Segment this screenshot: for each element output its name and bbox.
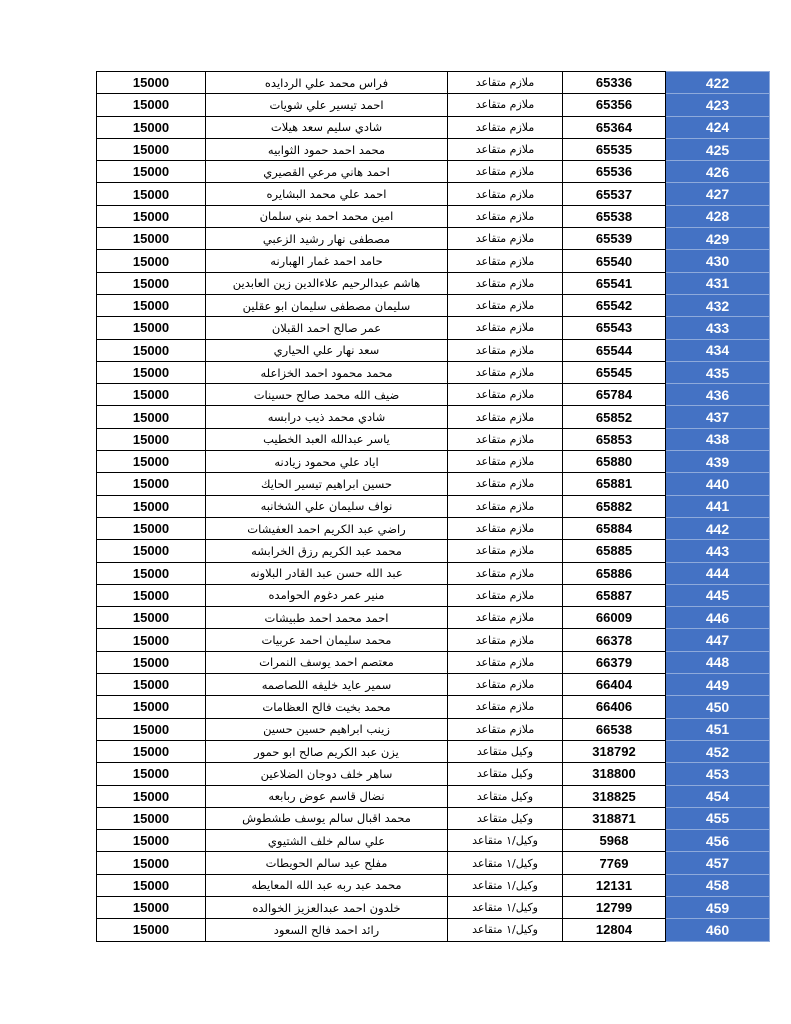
amount-cell: 15000 bbox=[97, 228, 206, 250]
sequence-number-cell: 440 bbox=[666, 473, 770, 495]
rank-cell: وكيل/١ متقاعد bbox=[448, 874, 563, 896]
rank-cell: ملازم متقاعد bbox=[448, 696, 563, 718]
sequence-number-cell: 447 bbox=[666, 629, 770, 651]
amount-cell: 15000 bbox=[97, 896, 206, 918]
rank-cell: ملازم متقاعد bbox=[448, 540, 563, 562]
rank-cell: وكيل/١ متقاعد bbox=[448, 830, 563, 852]
retirees-table bbox=[96, 71, 770, 942]
sequence-number-cell: 426 bbox=[666, 161, 770, 183]
name-cell: احمد علي محمد البشايره bbox=[206, 183, 448, 205]
table-row bbox=[97, 250, 770, 272]
id-number-cell: 65336 bbox=[563, 72, 666, 94]
table-row bbox=[97, 495, 770, 517]
name-cell: مفلح عيد سالم الحويطات bbox=[206, 852, 448, 874]
table-row bbox=[97, 540, 770, 562]
table-row bbox=[97, 228, 770, 250]
sequence-number-cell: 433 bbox=[666, 317, 770, 339]
sequence-number-cell: 434 bbox=[666, 339, 770, 361]
id-number-cell: 66009 bbox=[563, 607, 666, 629]
table-row bbox=[97, 116, 770, 138]
name-cell: زينب ابراهيم حسين حسين bbox=[206, 718, 448, 740]
id-number-cell: 318871 bbox=[563, 807, 666, 829]
amount-cell: 15000 bbox=[97, 428, 206, 450]
sequence-number-cell: 430 bbox=[666, 250, 770, 272]
amount-cell: 15000 bbox=[97, 406, 206, 428]
id-number-cell: 318800 bbox=[563, 763, 666, 785]
sequence-number-cell: 451 bbox=[666, 718, 770, 740]
id-number-cell: 65880 bbox=[563, 451, 666, 473]
id-number-cell: 65544 bbox=[563, 339, 666, 361]
rank-cell: ملازم متقاعد bbox=[448, 629, 563, 651]
id-number-cell: 66404 bbox=[563, 674, 666, 696]
sequence-number-cell: 432 bbox=[666, 294, 770, 316]
amount-cell: 15000 bbox=[97, 696, 206, 718]
id-number-cell: 65853 bbox=[563, 428, 666, 450]
name-cell: محمد محمود احمد الخزاعله bbox=[206, 361, 448, 383]
table-row bbox=[97, 72, 770, 94]
table-row bbox=[97, 361, 770, 383]
id-number-cell: 65887 bbox=[563, 584, 666, 606]
table-row bbox=[97, 428, 770, 450]
sequence-number-cell: 441 bbox=[666, 495, 770, 517]
sequence-number-cell: 459 bbox=[666, 896, 770, 918]
rank-cell: ملازم متقاعد bbox=[448, 517, 563, 539]
table-row bbox=[97, 451, 770, 473]
table-row bbox=[97, 740, 770, 762]
sequence-number-cell: 442 bbox=[666, 517, 770, 539]
id-number-cell: 12799 bbox=[563, 896, 666, 918]
name-cell: خلدون احمد عبدالعزيز الخوالده bbox=[206, 896, 448, 918]
name-cell: سمير عايد خليفه اللصاصمه bbox=[206, 674, 448, 696]
table-row bbox=[97, 272, 770, 294]
sequence-number-cell: 428 bbox=[666, 205, 770, 227]
id-number-cell: 65540 bbox=[563, 250, 666, 272]
name-cell: ضيف الله محمد صالح حسينات bbox=[206, 384, 448, 406]
name-cell: محمد اقبال سالم يوسف طشطوش bbox=[206, 807, 448, 829]
name-cell: محمد عبد ربه عبد الله المعايطه bbox=[206, 874, 448, 896]
rank-cell: وكيل متقاعد bbox=[448, 807, 563, 829]
name-cell: نضال قاسم عوض ربابعه bbox=[206, 785, 448, 807]
rank-cell: ملازم متقاعد bbox=[448, 384, 563, 406]
amount-cell: 15000 bbox=[97, 629, 206, 651]
sequence-number-cell: 443 bbox=[666, 540, 770, 562]
id-number-cell: 65884 bbox=[563, 517, 666, 539]
amount-cell: 15000 bbox=[97, 473, 206, 495]
table-row bbox=[97, 852, 770, 874]
rank-cell: ملازم متقاعد bbox=[448, 584, 563, 606]
rank-cell: وكيل/١ متقاعد bbox=[448, 896, 563, 918]
rank-cell: ملازم متقاعد bbox=[448, 339, 563, 361]
id-number-cell: 65356 bbox=[563, 94, 666, 116]
table-row bbox=[97, 718, 770, 740]
table-row bbox=[97, 517, 770, 539]
sequence-number-cell: 422 bbox=[666, 72, 770, 94]
id-number-cell: 65542 bbox=[563, 294, 666, 316]
rank-cell: ملازم متقاعد bbox=[448, 205, 563, 227]
sequence-number-cell: 452 bbox=[666, 740, 770, 762]
sequence-number-cell: 424 bbox=[666, 116, 770, 138]
sequence-number-cell: 436 bbox=[666, 384, 770, 406]
amount-cell: 15000 bbox=[97, 517, 206, 539]
table-row bbox=[97, 317, 770, 339]
sequence-number-cell: 457 bbox=[666, 852, 770, 874]
amount-cell: 15000 bbox=[97, 807, 206, 829]
table-row bbox=[97, 651, 770, 673]
rank-cell: ملازم متقاعد bbox=[448, 317, 563, 339]
id-number-cell: 65545 bbox=[563, 361, 666, 383]
sequence-number-cell: 460 bbox=[666, 919, 770, 941]
name-cell: راضي عبد الكريم احمد العفيشات bbox=[206, 517, 448, 539]
sequence-number-cell: 423 bbox=[666, 94, 770, 116]
amount-cell: 15000 bbox=[97, 540, 206, 562]
id-number-cell: 65543 bbox=[563, 317, 666, 339]
id-number-cell: 65537 bbox=[563, 183, 666, 205]
sequence-number-cell: 425 bbox=[666, 138, 770, 160]
table-row bbox=[97, 473, 770, 495]
amount-cell: 15000 bbox=[97, 584, 206, 606]
rank-cell: ملازم متقاعد bbox=[448, 451, 563, 473]
name-cell: مصطفى نهار رشيد الزعبي bbox=[206, 228, 448, 250]
amount-cell: 15000 bbox=[97, 250, 206, 272]
id-number-cell: 66379 bbox=[563, 651, 666, 673]
id-number-cell: 65364 bbox=[563, 116, 666, 138]
name-cell: حامد احمد غمار الهبارنه bbox=[206, 250, 448, 272]
table-row bbox=[97, 339, 770, 361]
sequence-number-cell: 445 bbox=[666, 584, 770, 606]
sequence-number-cell: 450 bbox=[666, 696, 770, 718]
table-row bbox=[97, 674, 770, 696]
sequence-number-cell: 431 bbox=[666, 272, 770, 294]
name-cell: محمد عبد الكريم رزق الخرابشه bbox=[206, 540, 448, 562]
rank-cell: ملازم متقاعد bbox=[448, 138, 563, 160]
name-cell: ساهر خلف دوجان الضلاعين bbox=[206, 763, 448, 785]
sequence-number-cell: 449 bbox=[666, 674, 770, 696]
amount-cell: 15000 bbox=[97, 674, 206, 696]
rank-cell: ملازم متقاعد bbox=[448, 161, 563, 183]
amount-cell: 15000 bbox=[97, 852, 206, 874]
sequence-number-cell: 437 bbox=[666, 406, 770, 428]
rank-cell: ملازم متقاعد bbox=[448, 674, 563, 696]
rank-cell: ملازم متقاعد bbox=[448, 495, 563, 517]
table-row bbox=[97, 629, 770, 651]
amount-cell: 15000 bbox=[97, 495, 206, 517]
sequence-number-cell: 453 bbox=[666, 763, 770, 785]
name-cell: محمد بخيت فالح العظامات bbox=[206, 696, 448, 718]
rank-cell: وكيل متقاعد bbox=[448, 740, 563, 762]
sequence-number-cell: 456 bbox=[666, 830, 770, 852]
rank-cell: ملازم متقاعد bbox=[448, 94, 563, 116]
amount-cell: 15000 bbox=[97, 272, 206, 294]
id-number-cell: 65784 bbox=[563, 384, 666, 406]
rank-cell: ملازم متقاعد bbox=[448, 272, 563, 294]
table-row bbox=[97, 94, 770, 116]
amount-cell: 15000 bbox=[97, 317, 206, 339]
rank-cell: ملازم متقاعد bbox=[448, 361, 563, 383]
rank-cell: ملازم متقاعد bbox=[448, 294, 563, 316]
rank-cell: ملازم متقاعد bbox=[448, 228, 563, 250]
rank-cell: ملازم متقاعد bbox=[448, 651, 563, 673]
amount-cell: 15000 bbox=[97, 384, 206, 406]
name-cell: امين محمد احمد بني سلمان bbox=[206, 205, 448, 227]
rank-cell: ملازم متقاعد bbox=[448, 428, 563, 450]
id-number-cell: 66378 bbox=[563, 629, 666, 651]
sequence-number-cell: 455 bbox=[666, 807, 770, 829]
table-row bbox=[97, 294, 770, 316]
amount-cell: 15000 bbox=[97, 116, 206, 138]
id-number-cell: 65539 bbox=[563, 228, 666, 250]
amount-cell: 15000 bbox=[97, 874, 206, 896]
name-cell: ياسر عبدالله العبد الخطيب bbox=[206, 428, 448, 450]
amount-cell: 15000 bbox=[97, 651, 206, 673]
id-number-cell: 318792 bbox=[563, 740, 666, 762]
table-body bbox=[97, 72, 770, 942]
id-number-cell: 65885 bbox=[563, 540, 666, 562]
table-row bbox=[97, 562, 770, 584]
name-cell: معتصم احمد يوسف النمرات bbox=[206, 651, 448, 673]
table-row bbox=[97, 584, 770, 606]
table-row bbox=[97, 607, 770, 629]
name-cell: نواف سليمان علي الشخانبه bbox=[206, 495, 448, 517]
id-number-cell: 65852 bbox=[563, 406, 666, 428]
sequence-number-cell: 438 bbox=[666, 428, 770, 450]
amount-cell: 15000 bbox=[97, 562, 206, 584]
sequence-number-cell: 454 bbox=[666, 785, 770, 807]
id-number-cell: 65882 bbox=[563, 495, 666, 517]
table-row bbox=[97, 919, 770, 941]
sequence-number-cell: 446 bbox=[666, 607, 770, 629]
sequence-number-cell: 458 bbox=[666, 874, 770, 896]
table-row bbox=[97, 830, 770, 852]
name-cell: اياد علي محمود زيادنه bbox=[206, 451, 448, 473]
amount-cell: 15000 bbox=[97, 183, 206, 205]
amount-cell: 15000 bbox=[97, 138, 206, 160]
rank-cell: ملازم متقاعد bbox=[448, 406, 563, 428]
amount-cell: 15000 bbox=[97, 763, 206, 785]
name-cell: محمد احمد حمود الثوابيه bbox=[206, 138, 448, 160]
rank-cell: ملازم متقاعد bbox=[448, 250, 563, 272]
amount-cell: 15000 bbox=[97, 451, 206, 473]
table-row bbox=[97, 161, 770, 183]
amount-cell: 15000 bbox=[97, 919, 206, 941]
name-cell: سليمان مصطفى سليمان ابو عقلين bbox=[206, 294, 448, 316]
rank-cell: ملازم متقاعد bbox=[448, 473, 563, 495]
amount-cell: 15000 bbox=[97, 339, 206, 361]
rank-cell: ملازم متقاعد bbox=[448, 718, 563, 740]
sequence-number-cell: 429 bbox=[666, 228, 770, 250]
name-cell: محمد سليمان احمد عربيات bbox=[206, 629, 448, 651]
name-cell: عمر صالح احمد القبلان bbox=[206, 317, 448, 339]
rank-cell: ملازم متقاعد bbox=[448, 183, 563, 205]
amount-cell: 15000 bbox=[97, 361, 206, 383]
id-number-cell: 65541 bbox=[563, 272, 666, 294]
rank-cell: وكيل متقاعد bbox=[448, 785, 563, 807]
id-number-cell: 66538 bbox=[563, 718, 666, 740]
amount-cell: 15000 bbox=[97, 607, 206, 629]
id-number-cell: 65881 bbox=[563, 473, 666, 495]
id-number-cell: 12131 bbox=[563, 874, 666, 896]
name-cell: يزن عبد الكريم صالح ابو حمور bbox=[206, 740, 448, 762]
rank-cell: ملازم متقاعد bbox=[448, 116, 563, 138]
table-row bbox=[97, 785, 770, 807]
rank-cell: ملازم متقاعد bbox=[448, 607, 563, 629]
name-cell: منير عمر دغوم الحوامده bbox=[206, 584, 448, 606]
table-row bbox=[97, 874, 770, 896]
table-row bbox=[97, 406, 770, 428]
id-number-cell: 65886 bbox=[563, 562, 666, 584]
id-number-cell: 65535 bbox=[563, 138, 666, 160]
name-cell: رائد احمد فالح السعود bbox=[206, 919, 448, 941]
table-row bbox=[97, 896, 770, 918]
table-row bbox=[97, 763, 770, 785]
amount-cell: 15000 bbox=[97, 205, 206, 227]
name-cell: عبد الله حسن عبد القادر البلاونه bbox=[206, 562, 448, 584]
rank-cell: وكيل/١ متقاعد bbox=[448, 852, 563, 874]
id-number-cell: 65538 bbox=[563, 205, 666, 227]
table-row bbox=[97, 138, 770, 160]
amount-cell: 15000 bbox=[97, 94, 206, 116]
id-number-cell: 318825 bbox=[563, 785, 666, 807]
sequence-number-cell: 448 bbox=[666, 651, 770, 673]
amount-cell: 15000 bbox=[97, 785, 206, 807]
name-cell: علي سالم خلف الشتيوي bbox=[206, 830, 448, 852]
id-number-cell: 7769 bbox=[563, 852, 666, 874]
name-cell: احمد هاني مرعي القصيري bbox=[206, 161, 448, 183]
amount-cell: 15000 bbox=[97, 161, 206, 183]
rank-cell: وكيل متقاعد bbox=[448, 763, 563, 785]
table-row bbox=[97, 807, 770, 829]
table-row bbox=[97, 183, 770, 205]
name-cell: سعد نهار علي الحياري bbox=[206, 339, 448, 361]
name-cell: شادي سليم سعد هيلات bbox=[206, 116, 448, 138]
amount-cell: 15000 bbox=[97, 718, 206, 740]
id-number-cell: 12804 bbox=[563, 919, 666, 941]
amount-cell: 15000 bbox=[97, 740, 206, 762]
id-number-cell: 65536 bbox=[563, 161, 666, 183]
name-cell: احمد تيسير علي شويات bbox=[206, 94, 448, 116]
sequence-number-cell: 439 bbox=[666, 451, 770, 473]
name-cell: حسين ابراهيم تيسير الحايك bbox=[206, 473, 448, 495]
amount-cell: 15000 bbox=[97, 72, 206, 94]
table-row bbox=[97, 696, 770, 718]
rank-cell: ملازم متقاعد bbox=[448, 562, 563, 584]
name-cell: احمد محمد احمد طبيشات bbox=[206, 607, 448, 629]
sequence-number-cell: 435 bbox=[666, 361, 770, 383]
name-cell: هاشم عبدالرحيم علاءالدين زين العابدين bbox=[206, 272, 448, 294]
name-cell: فراس محمد علي الردايده bbox=[206, 72, 448, 94]
sequence-number-cell: 427 bbox=[666, 183, 770, 205]
amount-cell: 15000 bbox=[97, 830, 206, 852]
rank-cell: ملازم متقاعد bbox=[448, 72, 563, 94]
sequence-number-cell: 444 bbox=[666, 562, 770, 584]
id-number-cell: 5968 bbox=[563, 830, 666, 852]
amount-cell: 15000 bbox=[97, 294, 206, 316]
table-row bbox=[97, 205, 770, 227]
rank-cell: وكيل/١ متقاعد bbox=[448, 919, 563, 941]
name-cell: شادي محمد ذيب درابسه bbox=[206, 406, 448, 428]
table-row bbox=[97, 384, 770, 406]
id-number-cell: 66406 bbox=[563, 696, 666, 718]
